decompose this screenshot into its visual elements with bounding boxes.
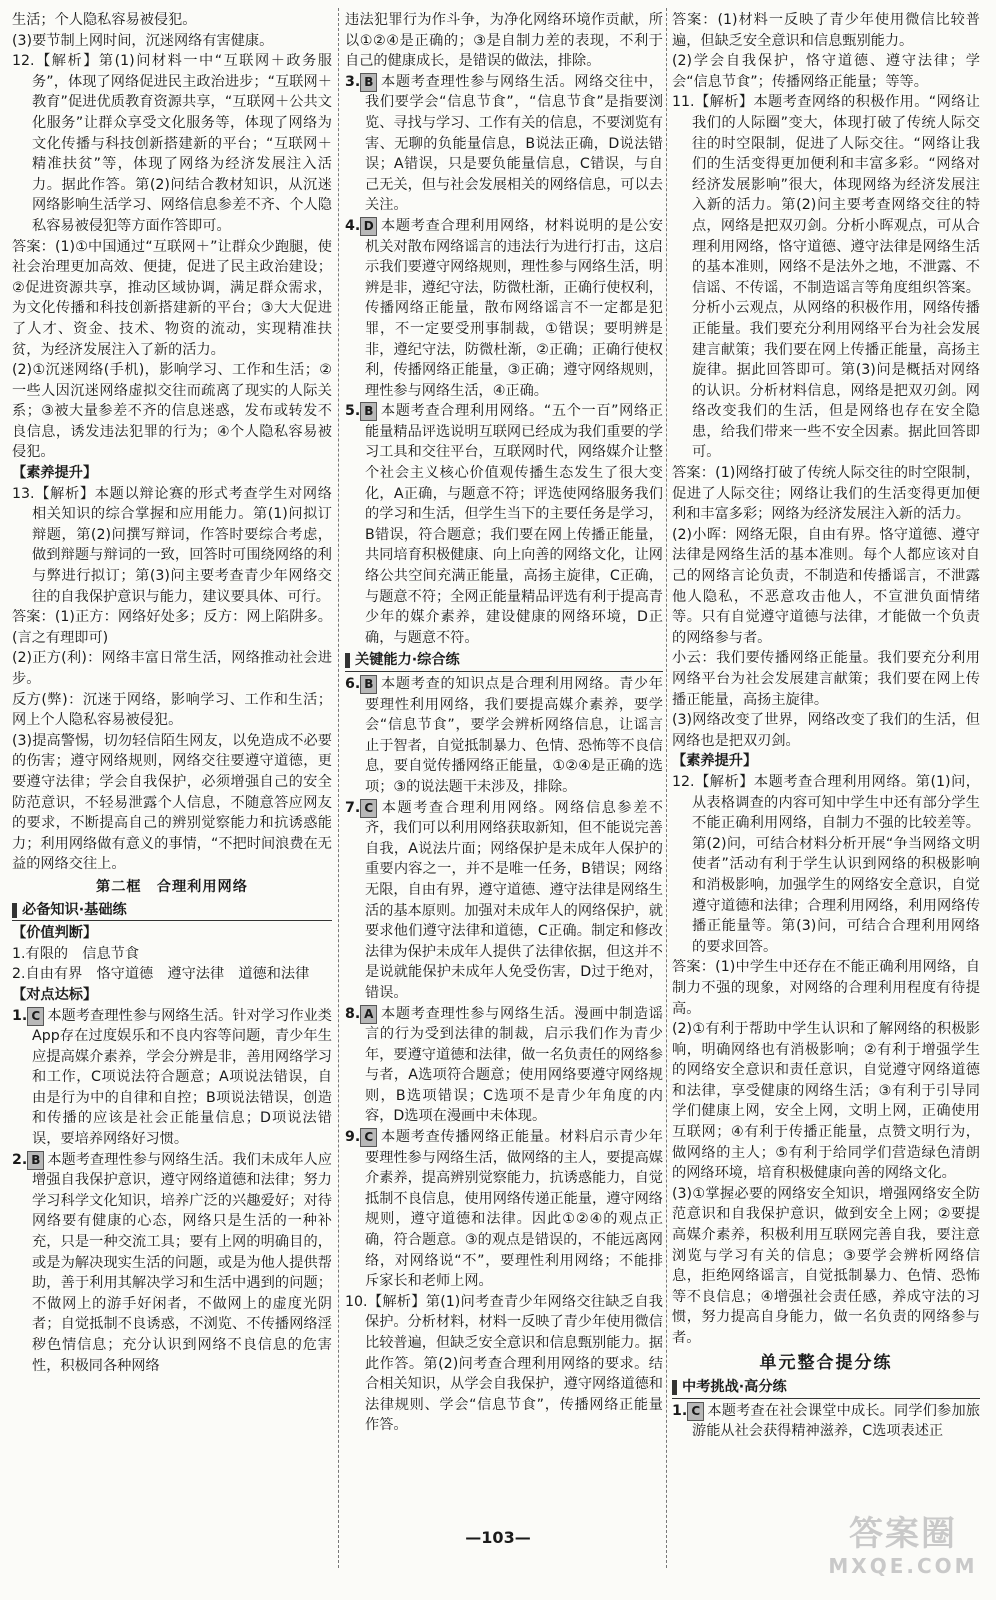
question-number: 7. [345,799,361,816]
unit-title: 单元整合提分练 [759,1352,893,1373]
column-divider [338,8,339,1568]
explanation-text: 本题考查合理利用网络。“五个一百”网络正能量精品评选说明互联网已经成为我们重要的学习工具和交往平台，互联网时代，网络媒介让整个社会主义核心价值观传播生态发生了很大变化，A正确，与题意不符；评选使网络服务我们的学习和生活，但学生当下的主要任务是学习，B错误，符合题意；我们要在网上传播正能量，共同培育积极健康、向上向善的网络文化，让网络公共空间充满正能量，高扬主旋律，C正确，与题意不符；全网正能量精品评选有利于提高青少年的媒介素养，建设健康的网络环境，D正确，与题意不符。 [365,403,663,646]
column-middle [345,10,663,1436]
answer-choice-badge: B [360,675,377,694]
answer-item [345,72,663,216]
column-divider [666,8,667,1568]
explanation-text: 本题考查理性参与网络生活。网络交往中，我们要学会“信息节食”，“信息节食”是指要浏览、寻找与学习、工作有关的信息，不要浏览有害、无聊的负能量信息，B说法正确，D说法错误；A错误，只是要负能量信息，C错误，与自己无关，但与社会发展相关的网络信息，可以去关注。 [365,73,663,214]
paragraph: (2)小晖：网络无限，自由有界。恪守道德、遵守法律是网络生活的基本准则。每个人都应该对自己的网络言论负责，不制造和传播谣言，不泄露他人隐私，不恶意攻击他人，不宣泄负面情绪等。只有自觉遵守道德与法律，才能做一个负责的网络参与者。 [672,526,980,646]
section-header: 关键能力·综合练 [345,650,663,672]
answer-item [345,401,663,648]
analysis-paragraph: 12.【解析】第(1)问材料一中“互联网＋政务服务”，体现了网络促进民主政治进步；“互联网＋教育”促进优质教育资源共享，“互联网＋公共文化服务”让群众享受文化服务等，体现了网络为文化传播与科技创新搭建新的平台；“互联网＋精准扶贫”等，体现了网络为经济发展注入活力。据此作答。第(2)问结合教材知识，从沉迷网络影响生活学习、网络信息参差不齐、个人隐私容易被侵犯等方面作答即可。 [12,53,332,234]
section-header: 必备知识·基础练 [12,900,332,922]
question-number: 1. [672,1402,688,1419]
section-label: 【素养提升】 [12,465,98,482]
question-number: 8. [345,1005,361,1022]
paragraph: (3)①掌握必要的网络安全知识，增强网络安全防范意识和自我保护意识，做到安全上网；②要提高媒介素养，积极利用互联网完善自我，要注意浏览与学习有关的信息；③要学会辨析网络信息，拒绝网络谣言，自觉抵制暴力、色情、恐怖等不良信息；④增强社会责任感，养成守法的习惯，努力提高自身能力，做一名负责的网络参与者。 [672,1185,980,1346]
page-number: —103— [465,1528,531,1547]
explanation-text: 本题考查传播网络正能量。材料启示青少年要理性参与网络生活，做网络的主人，要提高媒介素养，提高辨别觉察能力，抗诱惑能力，自觉抵制不良信息，使用网络传递正能量，遵守网络规则，遵守道德和法律。因此①②④的观点正确，符合题意。③的观点是错误的，不能远离网络，对网络说“不”，要理性利用网络；不能排斥家长和老师上网。 [365,1129,663,1290]
answer-item [345,216,663,401]
paragraph: (2)学会自我保护，恪守道德、遵守法律；学会“信息节食”；传播网络正能量；等等。 [672,53,980,90]
answer-item [672,1401,980,1442]
answer-item [12,1006,332,1150]
section-label: 【素养提升】 [672,753,758,770]
paragraph: (3)网络改变了世界，网络改变了我们的生活，但网络也是把双刃剑。 [672,712,980,749]
analysis-paragraph: 11.【解析】本题考查网络的积极作用。“网络让我们的人际圈”变大，体现打破了传统人际交往的时空限制，促进了人际交往。“网络让我们的生活变得更加便利和丰富多彩。“网络对经济发展影响”很大，体现网络为经济发展注入新的活力。第(2)问主要考查网络交往的特点，网络是把双刃剑。分析小晖观点，可从合理利用网络，恪守道德、遵守法律是网络生活的基本准则，网络不是法外之地，不泄露、不信谣、不传谣，不制造谣言等角度组织答案。分析小云观点，从网络的积极作用，网络传播正能量。我们要充分利用网络平台为社会发展建言献策；我们要在网上传播正能量，高扬主旋律。据此回答即可。第(3)问是概括对网络的认识。分析材料信息，网络是把双刃剑。网络改变我们的生活，但是网络也存在安全隐患，给我们带来一些不安全因素。据此回答即可。 [672,94,980,461]
explanation-text: 本题考查的知识点是合理利用网络。青少年要理性利用网络，我们要提高媒介素养，要学会“信息节食”，要学会辨析网络信息，让谣言止于智者，自觉抵制暴力、色情、恐怖等不良信息，要自觉传播网络正能量，①②④是正确的选项；③的说法题干未涉及，排除。 [365,676,663,795]
watermark-logo [828,1514,978,1586]
answer-item [12,1150,332,1377]
answer-item [345,674,663,798]
paragraph: 答案：(1)正方：网络好处多；反方：网上陷阱多。(言之有理即可) [12,609,332,646]
question-number: 4. [345,217,361,234]
paragraph: 答案：(1)网络打破了传统人际交往的时空限制，促进了人际交往；网络让我们的生活变得更加便利和丰富多彩；网络为经济发展注入新的活力。 [672,465,980,523]
section-header: 中考挑战·高分练 [672,1377,980,1399]
paragraph: 答案：(1)中学生中还存在不能正确利用网络，自制力不强的现象，对网络的合理利用程度有待提高。 [672,959,980,1017]
paragraph: (2)①沉迷网络(手机)，影响学习、工作和生活；②一些人因沉迷网络虚拟交往而疏离了现实的人际关系；③被大量参差不齐的信息迷惑，发布或转发不良信息，诱发违法犯罪的行为；④个人隐私容易被侵犯。 [12,362,332,461]
answer-choice-badge: C [27,1007,44,1026]
question-number: 6. [345,676,361,692]
watermark-text: 答案圈 [849,1514,957,1554]
question-number: 1. [12,1007,28,1024]
answer-choice-badge: B [360,402,377,421]
paragraph: (3)提高警惕，切勿轻信陌生网友，以免造成不必要的伤害；遵守网络规则，网络交往要遵守道德，更要遵守法律；学会自我保护，必须增强自己的安全防范意识，不轻易泄露个人信息，不随意答应网友的要求，不断提高自己的辨别觉察能力和抗诱惑能力；利用网络做有意义的事情，“不把时间浪费在无益的网络交往上。 [12,732,332,873]
analysis-paragraph: 10.【解析】第(1)问考查青少年网络交往缺乏自我保护。分析材料，材料一反映了青少年使用微信比较普遍，但缺乏安全意识和信息甄别能力。据此作答。第(2)问考查合理利用网络的要求。结合相关知识，从学会自我保护，遵守网络道德和法律规则、学会“信息节食”，传播网络正能量作答。 [345,1293,663,1434]
section-label: 【价值判断】 [12,925,98,942]
answer-item [345,798,663,1004]
paragraph: 小云：我们要传播网络正能量。我们要充分利用网络平台为社会发展建言献策；我们要在网上传播正能量，高扬主旋律。 [672,650,980,708]
question-number: 2. [12,1151,28,1168]
column-right [672,10,980,1442]
paragraph: 2.自由有界 恪守道德 遵守法律 道德和法律 [12,966,310,983]
paragraph: 违法犯罪行为作斗争，为净化网络环境作贡献，所以①②④是正确的；③是自制力差的表现，不利于自己的健康成长，是错误的做法，排除。 [345,12,663,70]
answer-choice-badge: A [360,1005,377,1024]
paragraph: 答案：(1)①中国通过“互联网＋”让群众少跑腿，使社会治理更加高效、便捷，促进了民主政治建设；②促进资源共享，推动区域协调，满足群众需求，为文化传播和科技创新搭建新的平台；③大大促进了人才、资金、技术、物资的流动，实现精准扶贫，为经济发展注入了新的活力。 [12,238,332,358]
paragraph: (3)要节制上网时间，沉迷网络有害健康。 [12,32,274,49]
paragraph: (2)①有利于帮助中学生认识和了解网络的积极影响，明确网络也有消极影响；②有利于增强学生的网络安全意识和责任意识，自觉遵守网络道德和法律，享受健康的网络生活；③有利于引导同学们健康上网，安全上网，文明上网，正确使用互联网；④有利于传播正能量，点赞文明行为，做网络的主人；⑤有利于给同学们营造绿色清朗的网络环境，培育积极健康向善的网络文化。 [672,1021,980,1182]
answer-choice-badge: C [687,1402,704,1421]
explanation-text: 本题考查合理利用网络，材料说明的是公安机关对散布网络谣言的违法行为进行打击，这启示我们要遵守网络规则，理性参与网络生活，明辨是非，遵纪守法，防微杜渐，正确行使权利，传播网络正能量，散布网络谣言不一定都是犯罪，不一定要受刑事制裁，①错误；要明辨是非，遵纪守法，防微杜渐，②正确；正确行使权利，传播网络正能量，③正确；遵守网络规则，理性参与网络生活，④正确。 [365,217,663,399]
explanation-text: 本题考查理性参与网络生活。针对学习作业类App存在过度娱乐和不良内容等问题，青少年生应提高媒介素养，学会分辨是非，善用网络学习和工作，C项说法符合题意；A项说法错误，自由是行为中的自律和自控；B项说法错误，创造和传播的应该是社会正能量信息；D项说法错误，要培养网络好习惯。 [32,1007,332,1148]
explanation-text: 本题考查合理利用网络。网络信息参差不齐，我们可以利用网络获取新知，但不能说完善自我，A说法片面；网络保护是未成年人保护的重要内容之一，并不是唯一任务，B错误；网络无限，自由有界，遵守道德、遵守法律是网络生活的基本原则。加强对未成年人的网络保护，就要求他们遵守法律和道德，C正确。制定和修改法律为保护未成年人提供了法律依据，但这并不是说就能保护未成年人免受伤害，D过于绝对，错误。 [365,799,663,1001]
answer-item [345,1004,663,1128]
question-number: 9. [345,1129,361,1146]
answer-choice-badge: D [360,217,377,236]
analysis-paragraph: 13.【解析】本题以辩论赛的形式考查学生对网络相关知识的综合掌握和应用能力。第(1)问拟订辩题，第(2)问撰写辩词，作答时要综合考虑，做到辩题与辩词的一致，回答时可围绕网络的利与弊进行拟订；第(3)问主要考查青少年网络交往的自我保护意识与能力，建议要具体、可行。 [12,485,332,605]
analysis-paragraph: 12.【解析】本题考查合理利用网络。第(1)问，从表格调查的内容可知中学生中还有部分学生不能正确利用网络，自制力不强的比较差等。第(2)问，可结合材料分析开展“争当网络文明使者”活动有利于学生认识到网络的积极影响和消极影响，加强学生的网络安全意识，自觉遵守道德和法律；合理利用网络，利用网络传播正能量等。第(3)问，可结合合理利用网络的要求回答。 [672,773,980,955]
question-number: 3. [345,73,361,90]
answer-choice-badge: C [360,799,377,818]
answer-item [345,1127,663,1292]
section-label: 【对点达标】 [12,986,98,1003]
explanation-text: 本题考查理性参与网络生活。我们未成年人应增强自我保护意识，遵守网络道德和法律；努力学习科学文化知识，培养广泛的兴趣爱好；对待网络要有健康的心态，网络只是生活的一种补充，只是一种交流工具；要有上网的明确目的，或是为解决现实生活的问题，或是为他人提供帮助，善于利用其解决学习和生活中遇到的问题；不做网上的游手好闲者，不做网上的虚度光阴者；自觉抵制不良诱惑，不浏览、不传播网络淫秽色情信息；充分认识到网络不良信息的危害性，积极同各种网络 [32,1151,332,1374]
answer-choice-badge: B [27,1151,44,1170]
column-left [12,10,332,1376]
paragraph: (2)正方(利)：网络丰富日常生活，网络推动社会进步。 [12,650,332,687]
paragraph: 1.有限的 信息节食 [12,945,140,962]
question-number: 5. [345,403,361,420]
explanation-text: 本题考查在社会课堂中成长。同学们参加旅游能从社会获得精神滋养，C选项表述正 [692,1402,980,1440]
answer-choice-badge: C [360,1128,377,1147]
watermark-url: MXQE.COM [828,1554,978,1578]
paragraph: 答案：(1)材料一反映了青少年使用微信比较普遍，但缺乏安全意识和信息甄别能力。 [672,12,980,49]
answer-choice-badge: B [360,73,377,92]
paragraph: 反方(弊)：沉迷于网络，影响学习、工作和生活；网上个人隐私容易被侵犯。 [12,691,332,729]
lesson-title: 第二框 合理利用网络 [96,878,248,895]
explanation-text: 本题考查理性参与网络生活。漫画中制造谣言的行为受到法律的制裁，启示我们作为青少年，要遵守道德和法律，做一名负责任的网络参与者，A选项符合题意；使用网络要遵守网络规则，B选项错误；C选项不是青少年角度的内容，D选项在漫画中未体现。 [365,1005,663,1125]
paragraph: 生活；个人隐私容易被侵犯。 [12,12,197,28]
